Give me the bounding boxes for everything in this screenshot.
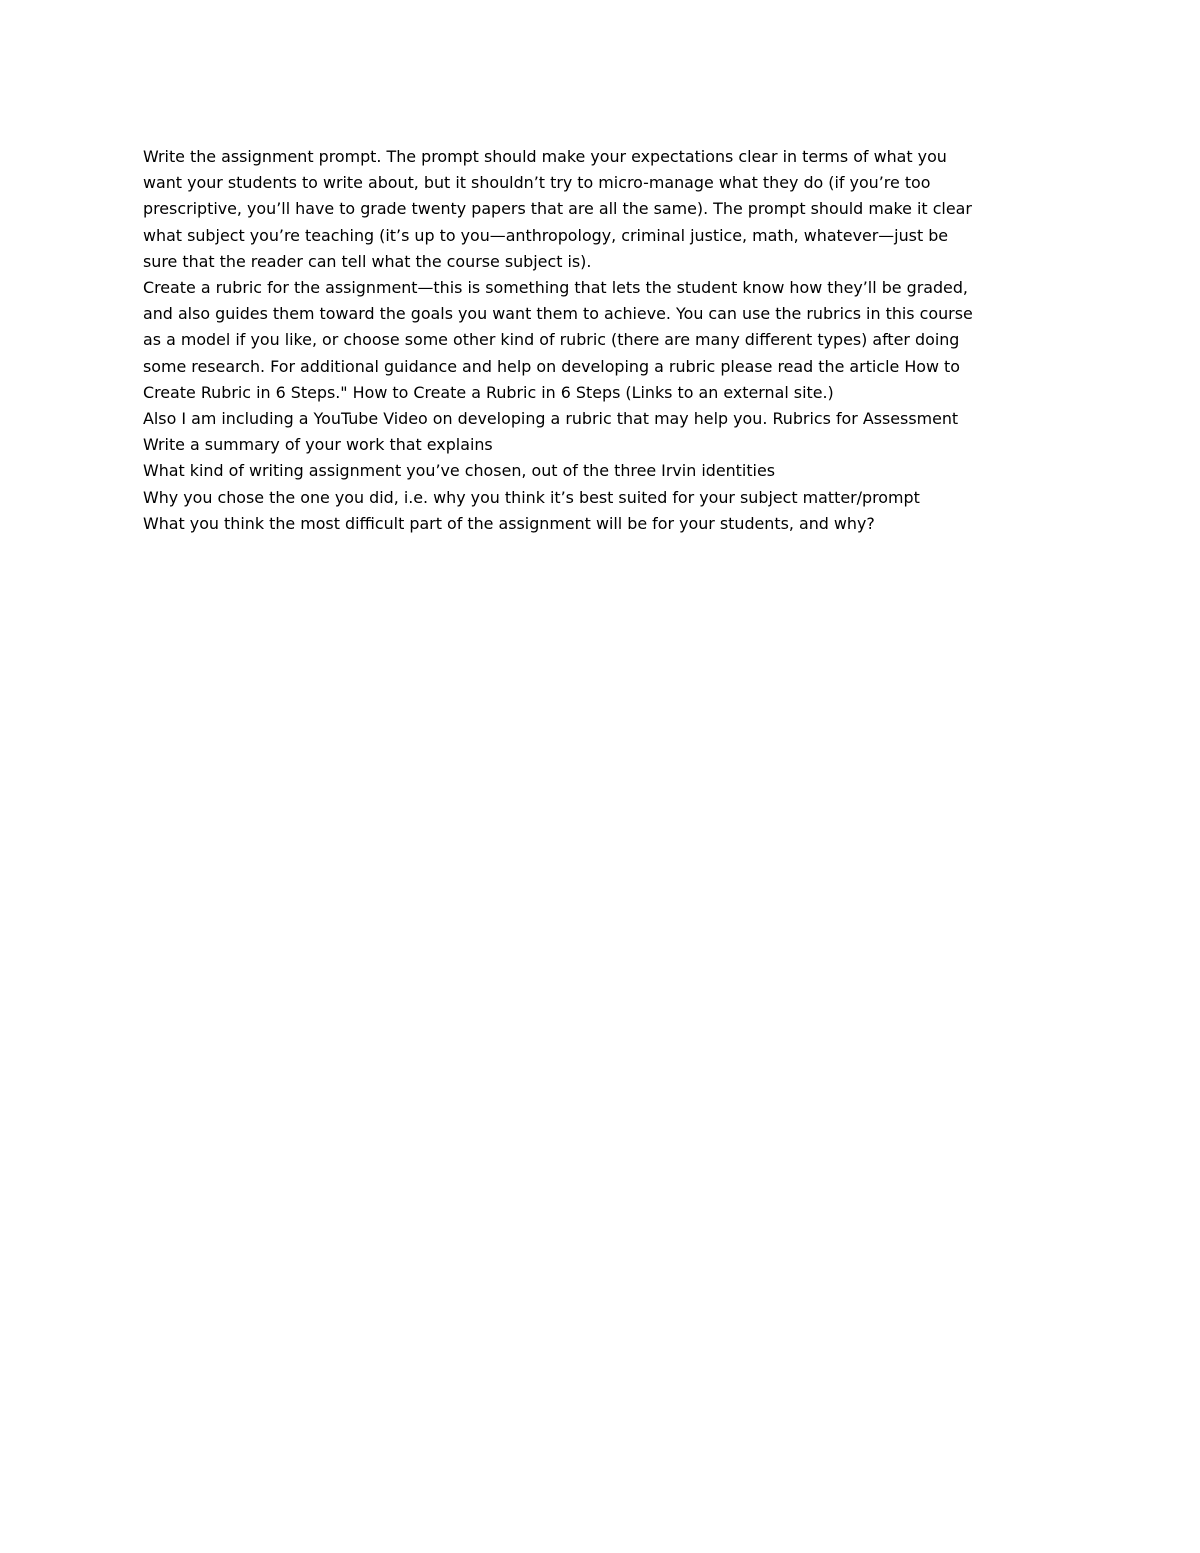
- text-line: some research. For additional guidance and help on developing a rubric please read the article How to: [143, 356, 960, 376]
- text-line: and also guides them toward the goals you want them to achieve. You can use the rubrics in this course: [143, 304, 973, 324]
- text-line: Create Rubric in 6 Steps." How to Create a Rubric in 6 Steps (Links to an external site.): [143, 382, 834, 402]
- text-line: Why you chose the one you did, i.e. why you think it’s best suited for your subject matter/prompt: [143, 487, 920, 507]
- text-line: prescriptive, you’ll have to grade twenty papers that are all the same). The prompt should make it clear: [143, 199, 972, 219]
- paragraph-why-chose: [143, 485, 1053, 511]
- text-line: What you think the most difficult part of the assignment will be for your students, and why?: [143, 513, 875, 533]
- paragraph-write-summary: [143, 432, 1053, 458]
- paragraph-most-difficult: [143, 511, 1053, 537]
- text-line: Write the assignment prompt. The prompt should make your expectations clear in terms of what you: [143, 147, 947, 166]
- text-line: what subject you’re teaching (it’s up to you—anthropology, criminal justice, math, whatever—just be: [143, 225, 949, 245]
- document-body: [143, 144, 1053, 537]
- text-line: as a model if you like, or choose some other kind of rubric (there are many different types) after doing: [143, 330, 960, 350]
- text-line: sure that the reader can tell what the course subject is).: [143, 251, 592, 271]
- paragraph-assignment-prompt: [143, 144, 1053, 275]
- paragraph-youtube-video: [143, 406, 1053, 432]
- text-line: Also I am including a YouTube Video on developing a rubric that may help you. Rubrics for Assessment: [143, 409, 959, 429]
- text-line: Write a summary of your work that explains: [143, 435, 493, 455]
- text-line: What kind of writing assignment you’ve chosen, out of the three Irvin identities: [143, 461, 776, 481]
- paragraph-writing-kind: [143, 458, 1053, 484]
- paragraph-create-rubric: [143, 275, 1053, 406]
- text-line: Create a rubric for the assignment—this is something that lets the student know how they’ll be graded,: [143, 278, 968, 298]
- text-line: want your students to write about, but it shouldn’t try to micro-manage what they do (if you’re too: [143, 173, 931, 193]
